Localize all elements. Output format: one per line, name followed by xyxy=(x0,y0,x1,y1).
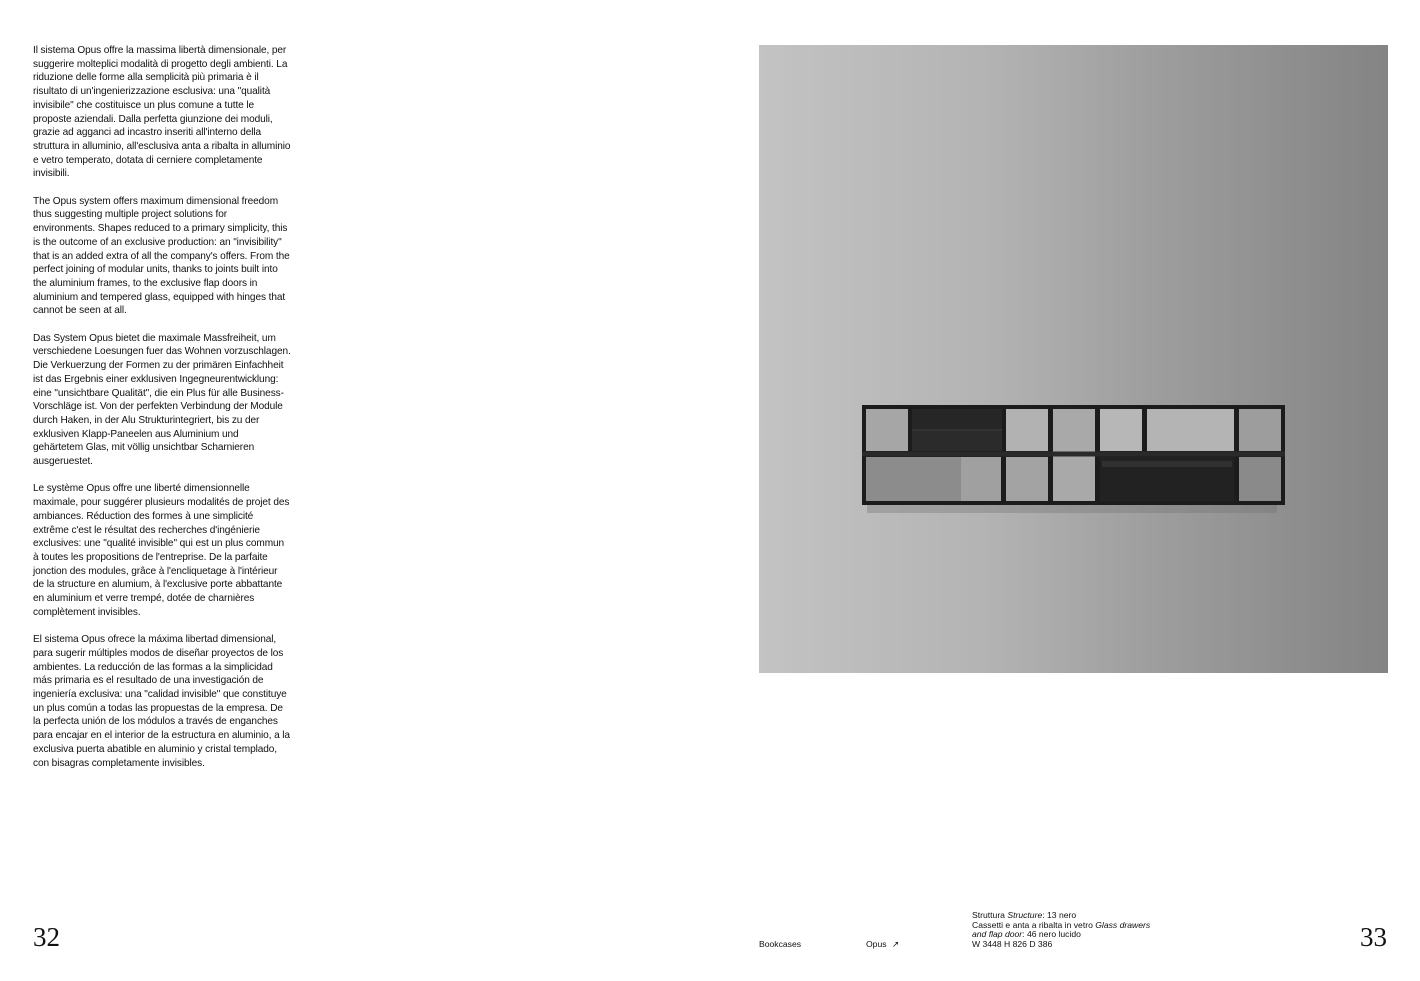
product-photo xyxy=(759,45,1388,673)
paragraph-italian: Il sistema Opus offre la massima libertà dimensionale, per suggerire molteplici modalità di progetto degli ambienti. La riduzione delle forme alla semplicità più primaria è il risultato di un'ingenierizzazione esclusiva: una "qualità invisibile" che costituisce un plus comune a tutte le proposte aziendali. Dalla perfetta giunzione dei moduli, grazie ad agganci ad incastro inseriti all'interno della struttura in alluminio, all'esclusiva anta a ribalta in alluminio e vetro temperato, dotata di cerniere completamente invisibili. xyxy=(33,45,291,180)
opus-bookcase-illustration xyxy=(759,45,1388,673)
product-caption xyxy=(972,911,1162,949)
caption-dimensions: W 3448 H 826 D 386 xyxy=(972,938,1053,949)
page-number-left: 32 xyxy=(33,922,60,952)
paragraph-german: Das System Opus bietet die maximale Massfreiheit, um verschiedene Loesungen fuer das Wohnen vorzuschlagen. Die Verkuerzung der Formen zu der primären Einfachheit ist das Ergebnis einer exklusiven Ingegneurentwicklung: eine "unsichtbare Qualität", die ein Plus für alle Business-Vorschläge ist. Von der perfekten Verbindung der Module durch Haken, in der Alu Strukturintegriert, bis zu der exklusiven Klapp-Paneelen aus Aluminium und gehärtetem Glas, mit völlig unsichtbar Scharnieren ausgeruestet. xyxy=(33,332,291,468)
paragraph-english: The Opus system offers maximum dimensional freedom thus suggesting multiple project solutions for environments. Shapes reduced to a primary simplicity, this is the outcome of an exclusive production: an "invisibility" that is an added extra of all the company's offers. From the perfect joining of modular units, thanks to joints built into the aluminium frames, to the exclusive flap doors in aluminium and tempered glass, equipped with hinges that cannot be seen at all. xyxy=(33,195,290,317)
caption-structure: Struttura Structure: 13 nero xyxy=(972,910,1077,920)
category-label: Bookcases xyxy=(759,939,802,949)
body-text-column xyxy=(33,44,291,784)
page-number-right: 33 xyxy=(1360,922,1387,952)
caption-doors: Cassetti e anta a ribalta in vetro Glass drawers and flap door: 46 nero lucido xyxy=(972,919,1151,940)
arrow-northeast-icon: ↗ xyxy=(891,939,900,949)
paragraph-spanish: El sistema Opus ofrece la máxima libertad dimensional, para sugerir múltiples modos de diseñar proyectos de los ambientes. La reducción de las formas a la simplicidad más primaria es el resultado de una investigación de ingeniería exclusiva: una "calidad invisible" que constituye un plus común a todas las propuestas de la empresa. De la perfecta unión de los módulos a través de enganches para encajar en el interior de la estructura en aluminio, a la exclusiva puerta abatible en aluminio y cristal templado, con bisagras completamente invisibles. xyxy=(33,634,290,769)
product-link[interactable] xyxy=(866,939,899,949)
product-name: Opus xyxy=(866,939,887,949)
paragraph-french: Le système Opus offre une liberté dimensionnelle maximale, pour suggérer plusieurs modalités de projet des ambiances. Réduction des formes à une simplicité extrême c'est le résultat des recherches d'ingénierie exclusives: une "qualité invisible" qui est un plus commun à toutes les propositions de l'entreprise. De la parfaite jonction des modules, grâce à l'encliquetage à l'intérieur de la structure en alumium, à l'exclusive porte abbattante en aluminium et verre trempé, dotée de charnières complètement invisibles. xyxy=(33,483,290,618)
